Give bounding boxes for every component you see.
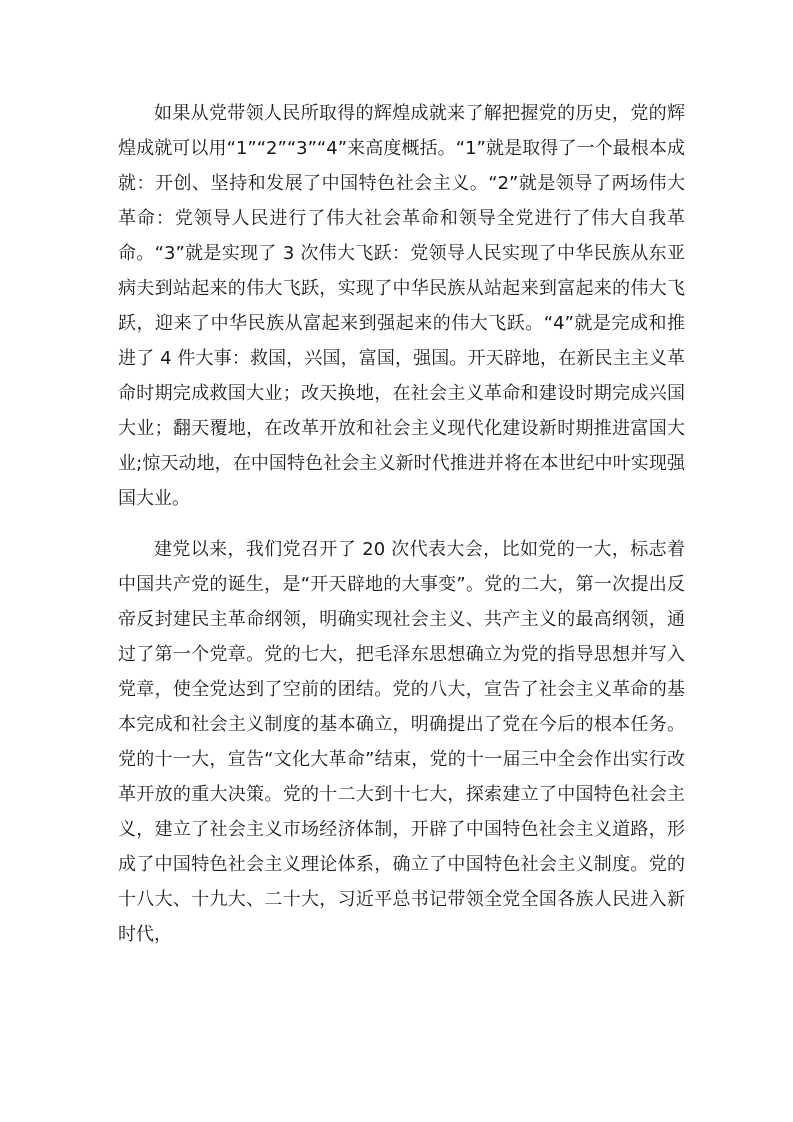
document-body (118, 96, 685, 952)
paragraph-party-congresses: 建党以来，我们党召开了 20 次代表大会，比如党的一大，标志着中国共产党的诞生，是“开天辟地的大事变”。党的二大，第一次提出反帝反封建民主革命纲领，明确实现社会主义、共产主义的最高纲领，通过了第一个党章。党的七大，把毛泽东思想确立为党的指导思想并写入党章，使全党达到了空前的团结。党的八大，宣告了社会主义革命的基本完成和社会主义制度的基本确立，明确提出了党在今后的根本任务。党的十一大，宣告“文化大革命”结束，党的十一届三中全会作出实行改革开放的重大决策。党的十二大到十七大，探索建立了中国特色社会主义，建立了社会主义市场经济体制，开辟了中国特色社会主义道路，形成了中国特色社会主义理论体系，确立了中国特色社会主义制度。党的十八大、十九大、二十大，习近平总书记带领全党全国各族人民进入新时代， (118, 539, 685, 945)
paragraph-party-achievements: 如果从党带领人民所取得的辉煌成就来了解把握党的历史，党的辉煌成就可以用“1”“2”“3”“4”来高度概括。“1”就是取得了一个最根本成就：开创、坚持和发展了中国特色社会主义。“2”就是领导了两场伟大革命：党领导人民进行了伟大社会革命和领导全党进行了伟大自我革命。“3”就是实现了 3 次伟大飞跃：党领导人民实现了中华民族从东亚病夫到站起来的伟大飞跃，实现了中华民族从站起来到富起来的伟大飞跃，迎来了中华民族从富起来到强起来的伟大飞跃。“4”就是完成和推进了 4 件大事：救国，兴国，富国，强国。开天辟地，在新民主主义革命时期完成救国大业；改天换地，在社会主义革命和建设时期完成兴国大业；翻天覆地，在改革开放和社会主义现代化建设新时期推进富国大业;惊天动地，在中国特色社会主义新时代推进并将在本世纪中叶实现强国大业。 (118, 103, 685, 509)
